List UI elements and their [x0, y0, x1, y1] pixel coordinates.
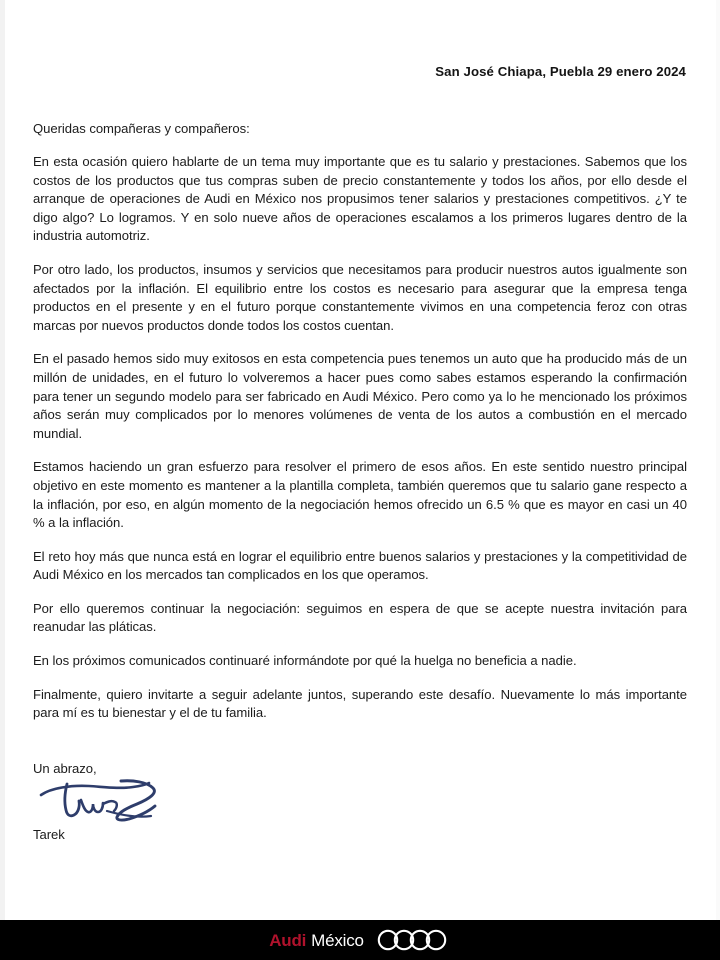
- paragraph-4: Estamos haciendo un gran esfuerzo para resolver el primero de esos años. En este sentido nuestro principal objetivo en este momento es mantener a la plantilla completa, también queremos que tu salario gane respecto a la inflación, por eso, en algún momento de la negociación hemos ofrecido un 6.5 % que es mayor en casi un 40 % a la inflación.: [33, 459, 687, 531]
- closing-salutation: Un abrazo,: [33, 760, 97, 776]
- salutation: Queridas compañeras y compañeros:: [33, 121, 250, 136]
- audi-mexico-brand: [269, 929, 451, 951]
- closing-block: [33, 761, 687, 842]
- paragraph-8: Finalmente, quiero invitarte a seguir adelante juntos, superando este desafío. Nuevamente lo más importante para mí es tu bienestar y el de tu familia.: [33, 686, 687, 721]
- signature-script-icon: [37, 778, 187, 826]
- dateline: San José Chiapa, Puebla 29 enero 2024: [435, 64, 686, 79]
- signer-name: Tarek: [33, 826, 65, 842]
- paragraph-3: En el pasado hemos sido muy exitosos en esta competencia pues tenemos un auto que ha producido más de un millón de unidades, en el futuro lo volveremos a hacer pues como sabes estamos esperando la confirmación para tener un segundo modelo para ser fabricado en Audi México. Pero como ya lo he mencionado los próximos años serán muy complicados por lo menores volúmenes de venta de los autos a combustión en el mercado mundial.: [33, 351, 687, 441]
- page-edge-right: [716, 0, 720, 920]
- signature-image: [37, 778, 187, 826]
- paragraph-5: El reto hoy más que nunca está en lograr el equilibrio entre buenos salarios y prestaciones y la competitividad de Audi México en los mercados tan complicados en los que operamos.: [33, 548, 687, 583]
- paragraph-7: En los próximos comunicados continuaré informándote por qué la huelga no beneficia a nadie.: [33, 653, 577, 669]
- brand-wordmark: [269, 932, 364, 949]
- paragraph-1: En esta ocasión quiero hablarte de un tema muy importante que es tu salario y prestaciones. Sabemos que los costos de los productos que tus compras suben de precio constantemente y todos los años, por ello desde el arranque de operaciones de Audi en México nos propusimos tener salarios y prestaciones competitivos. ¿Y te digo algo? Lo logramos. Y en solo nueve años de operaciones escalamos a los primeros lugares dentro de la industria automotriz.: [33, 154, 687, 244]
- audi-four-rings-icon: [377, 929, 451, 951]
- brand-name-audi: Audi: [269, 930, 307, 950]
- brand-name-mexico: México: [311, 930, 364, 950]
- page-edge-left: [0, 0, 5, 920]
- letter-content: [33, 0, 687, 842]
- footer-brand-bar: [0, 920, 720, 960]
- paragraph-6: Por ello queremos continuar la negociación: seguimos en espera de que se acepte nuestra invitación para reanudar las pláticas.: [33, 600, 687, 635]
- paragraph-2: Por otro lado, los productos, insumos y servicios que necesitamos para producir nuestros autos igualmente son afectados por la inflación. El equilibrio entre los costos es necesario para asegurar que la empresa tenga productos en el presente y en el futuro porque constantemente vivimos en una competencia feroz con otras marcas por nuevos productos donde todos los costos cuentan.: [33, 261, 687, 333]
